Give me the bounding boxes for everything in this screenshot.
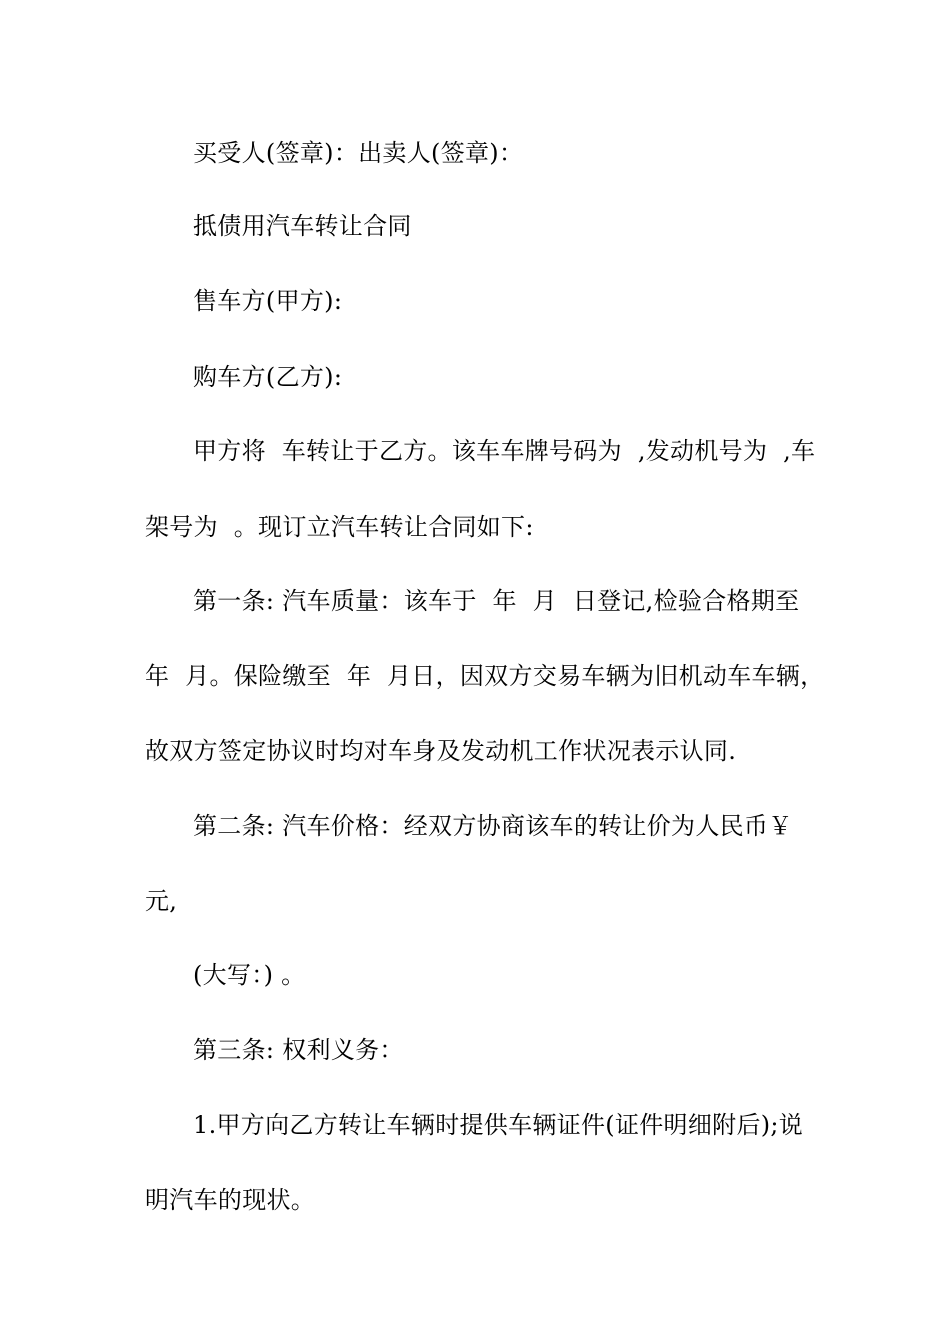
- contract-title: 抵债用汽车转让合同: [193, 212, 412, 240]
- buyer-party-line: 购车方(乙方):: [193, 363, 343, 391]
- article-2-line-2: 元,: [145, 887, 178, 915]
- seller-party-line: 售车方(甲方):: [193, 287, 343, 315]
- article-3-item-1-line-1: 1.甲方向乙方转让车辆时提供车辆证件(证件明细附后);说: [193, 1111, 804, 1139]
- article-1-line-2: 年 月。保险缴至 年 月日，因双方交易车辆为旧机动车车辆，: [145, 662, 825, 690]
- article-2-line-1: 第二条: 汽车价格：经双方协商该车的转让价为人民币￥: [193, 812, 793, 840]
- article-1-line-3: 故双方签定协议时均对车身及发动机工作状况表示认同.: [145, 737, 737, 765]
- article-3-item-1-line-2: 明汽车的现状。: [145, 1186, 316, 1214]
- article-3-heading: 第三条: 权利义务：: [193, 1036, 404, 1064]
- signature-line: 买受人(签章)：出卖人(签章)：: [193, 139, 524, 167]
- intro-paragraph-line-2: 架号为 。现订立汽车转让合同如下:: [145, 513, 534, 541]
- article-1-line-1: 第一条: 汽车质量：该车于 年 月 日登记,检验合格期至: [193, 587, 800, 615]
- article-2-amount-in-words: (大写：) 。: [193, 961, 306, 989]
- intro-paragraph-line-1: 甲方将 车转让于乙方。该车车牌号码为 ,发动机号为 ,车: [193, 437, 816, 465]
